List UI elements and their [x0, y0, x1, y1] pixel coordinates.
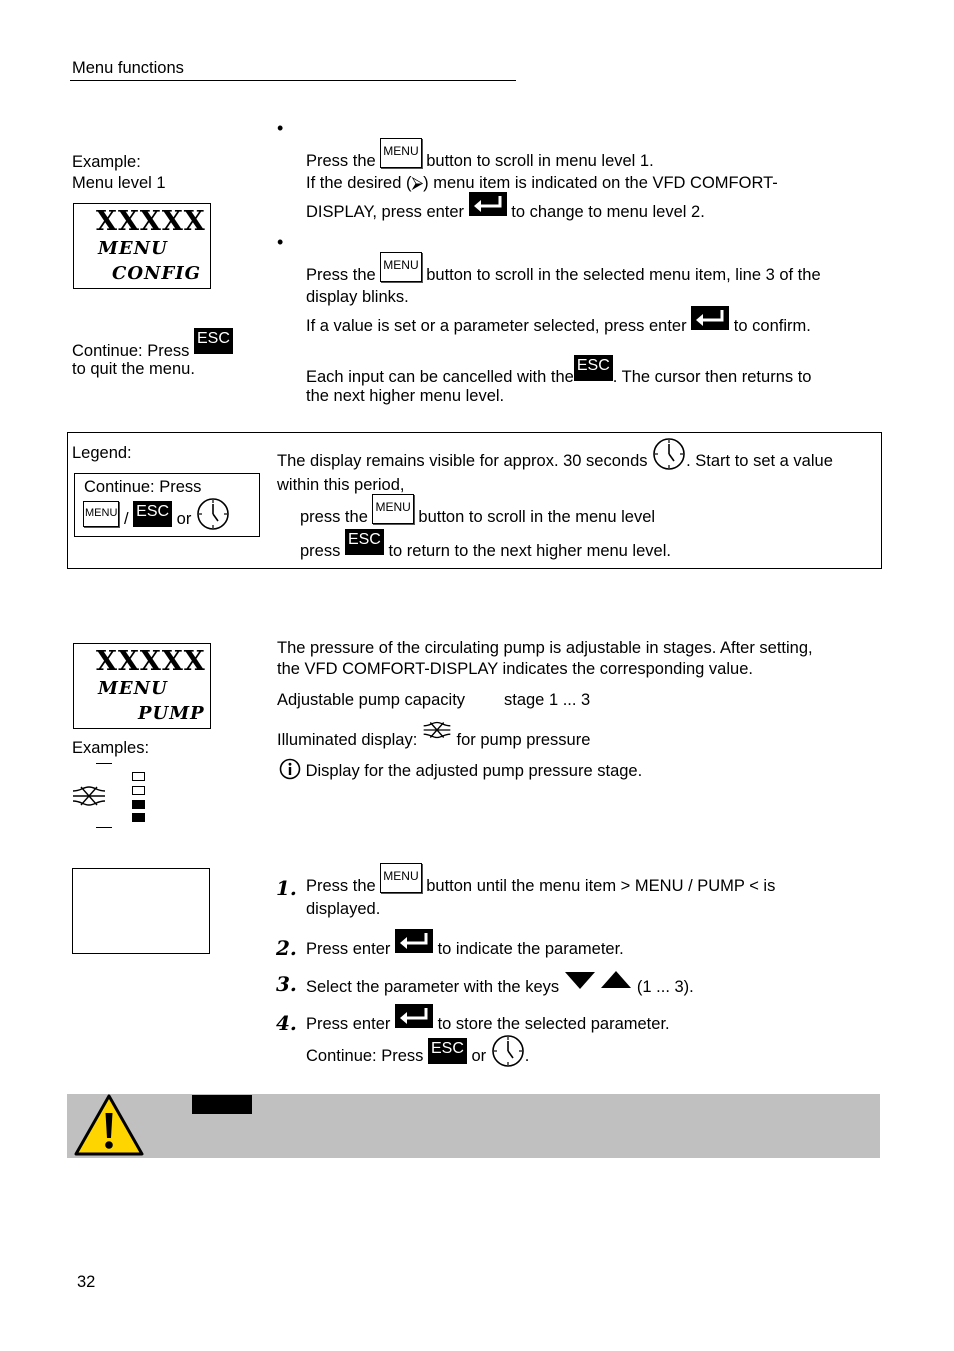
esc-button[interactable]: ESC: [133, 501, 172, 527]
text-change-level2: to change to menu level 2.: [511, 203, 705, 222]
lcd-line2: MENU: [98, 678, 168, 699]
bullet2-line2: display blinks.: [306, 288, 409, 306]
enter-button[interactable]: [469, 192, 507, 216]
text-press-enter: Press enter: [306, 1015, 391, 1034]
lcd-line1: XXXXX: [96, 646, 206, 677]
enter-arrow-icon: [469, 192, 507, 216]
menu-level-label: Menu level 1: [72, 174, 166, 192]
lcd-line3: CONFIG: [112, 263, 202, 284]
esc-button[interactable]: ESC: [194, 328, 233, 354]
menu-button[interactable]: MENU: [380, 863, 421, 893]
text-to-confirm: to confirm.: [733, 317, 811, 336]
continue-label: Continue: Press: [72, 342, 190, 361]
quit-menu-text: to quit the menu.: [72, 360, 195, 378]
bullet-2: •: [277, 232, 284, 252]
legend-text-line2: within this period,: [277, 476, 405, 494]
bullet1-line1: [306, 138, 654, 171]
text-press-the: Press the: [306, 152, 376, 171]
legend-text-line4: [300, 529, 671, 561]
warning-bar: [67, 1094, 880, 1158]
text-display-visible: The display remains visible for approx. 30 seconds: [277, 452, 648, 470]
divider: [96, 763, 112, 764]
step-number: 2.: [276, 936, 297, 960]
lcd-line1: XXXXX: [96, 206, 206, 237]
illuminated-display-line: [277, 719, 591, 749]
step1-line1: [306, 863, 776, 896]
bullet1-line2: If the desired (⮚) menu item is indicated on the VFD COMFORT-: [306, 174, 778, 192]
text-press: press: [300, 542, 341, 561]
cancel-line1: [306, 355, 812, 387]
bullet-1: •: [277, 118, 284, 138]
continue-esc-line: [72, 328, 233, 361]
bullet1-line3: [306, 192, 705, 222]
text-start-set: . Start to set a value: [686, 452, 833, 470]
cancel-line2: the next higher menu level.: [306, 387, 505, 405]
text-press-the: Press the: [306, 877, 376, 896]
warning-triangle-icon: [73, 1093, 145, 1162]
step4-line: [306, 1004, 670, 1034]
text-press-enter: Press enter: [306, 940, 391, 959]
enter-arrow-icon: [395, 1004, 433, 1028]
step2-line: [306, 929, 624, 959]
text-adjusted-stage: Display for the adjusted pump pressure stage.: [305, 761, 643, 780]
pump-pressure-icon: [422, 719, 452, 746]
menu-button[interactable]: MENU: [380, 138, 421, 168]
text-select-parameter: Select the parameter with the keys: [306, 977, 560, 996]
step1-line2: displayed.: [306, 900, 381, 918]
enter-arrow-icon: [691, 306, 729, 330]
stage-indicator-empty: [132, 786, 145, 795]
legend-buttons-row: [83, 497, 230, 531]
stage-indicator-filled: [132, 813, 145, 822]
menu-button[interactable]: MENU: [380, 252, 421, 282]
pump-desc-line2: the VFD COMFORT-DISPLAY indicates the corresponding value.: [277, 660, 753, 678]
info-line: [279, 758, 642, 785]
text-range: (1 ... 3).: [636, 977, 694, 996]
lcd-display-config: [73, 203, 211, 289]
text-until-menu-pump: button until the menu item > MENU / PUMP < is: [426, 877, 776, 896]
lcd-display-pump: [73, 643, 211, 729]
legend-text-line1: [277, 437, 833, 471]
text-cancel: Each input can be cancelled with the: [306, 368, 574, 387]
step-number: 1.: [276, 876, 297, 900]
text-return-higher: to return to the next higher menu level.: [388, 542, 671, 561]
examples-label: Examples:: [72, 739, 150, 757]
info-icon: [279, 758, 301, 785]
text-press-the: Press the: [306, 266, 376, 285]
text-continue-press: Continue: Press: [306, 1047, 424, 1066]
text-indicate-parameter: to indicate the parameter.: [437, 940, 624, 959]
arrow-down-key[interactable]: [564, 970, 596, 995]
esc-button[interactable]: ESC: [428, 1038, 467, 1064]
enter-arrow-icon: [395, 929, 433, 953]
text-cursor-returns: . The cursor then returns to: [612, 368, 812, 387]
legend-text-line3: [300, 494, 656, 527]
text-illuminated: Illuminated display:: [277, 730, 418, 749]
text-scroll-level1: button to scroll in menu level 1.: [426, 152, 654, 171]
enter-button[interactable]: [395, 929, 433, 953]
clock-icon: [196, 497, 230, 531]
step3-line: [306, 970, 694, 995]
legend-title: Legend:: [72, 444, 132, 462]
example-label: Example:: [72, 153, 141, 171]
slash-separator: /: [123, 510, 129, 529]
pump-pressure-icon: [71, 783, 107, 814]
text-scroll-selected: button to scroll in the selected menu item, line 3 of the: [426, 266, 821, 285]
menu-button[interactable]: MENU: [372, 494, 413, 524]
lcd-line3: PUMP: [138, 703, 205, 724]
text-scroll-menu-level: button to scroll in the menu level: [418, 508, 656, 527]
esc-button[interactable]: ESC: [574, 355, 613, 381]
or-text: or: [471, 1047, 487, 1066]
legend-continue-label: Continue: Press: [84, 478, 202, 496]
clock-icon: [652, 437, 686, 471]
text-press-the: press the: [300, 508, 368, 527]
clock-icon: [491, 1034, 525, 1068]
period: .: [524, 1047, 530, 1066]
section-header: Menu functions: [72, 59, 184, 77]
enter-button[interactable]: [395, 1004, 433, 1028]
lcd-line2: MENU: [98, 238, 168, 259]
empty-display-box: [72, 868, 210, 954]
warning-label-block: [192, 1095, 252, 1114]
pump-capacity-label: Adjustable pump capacity: [277, 691, 466, 709]
menu-button[interactable]: MENU: [83, 501, 119, 527]
text-value-set: If a value is set or a parameter selected, press enter: [306, 317, 687, 336]
text-display-press-enter: DISPLAY, press enter: [306, 203, 465, 222]
text-store-parameter: to store the selected parameter.: [437, 1015, 670, 1034]
stage-indicator-empty: [132, 772, 145, 781]
arrow-up-key[interactable]: [600, 970, 632, 995]
pump-desc-line1: The pressure of the circulating pump is adjustable in stages. After setting,: [277, 639, 813, 657]
stage-indicator-filled: [132, 800, 145, 809]
steps-continue-line: [306, 1034, 529, 1068]
step-number: 4.: [276, 1011, 297, 1035]
or-text: or: [176, 510, 192, 529]
page-number: 32: [77, 1273, 96, 1291]
pump-capacity-value: stage 1 ... 3: [504, 691, 591, 709]
step-number: 3.: [276, 972, 297, 996]
divider: [96, 827, 112, 828]
header-rule: [70, 80, 516, 81]
text-pump-pressure: for pump pressure: [456, 730, 591, 749]
enter-button[interactable]: [691, 306, 729, 330]
esc-button[interactable]: ESC: [345, 529, 384, 555]
bullet2-line3: [306, 306, 811, 336]
bullet2-line1: [306, 252, 821, 285]
